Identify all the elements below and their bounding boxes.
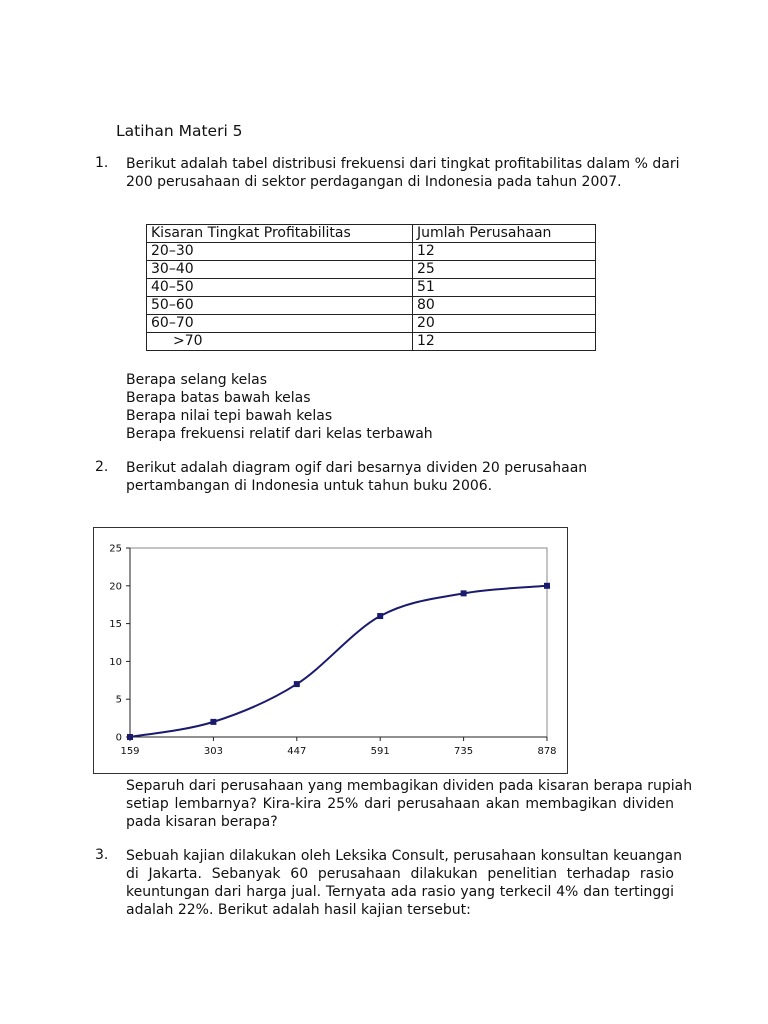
q2-followup-text (126, 777, 693, 831)
q3-text (126, 847, 682, 919)
table-row (147, 315, 596, 333)
table-cell: 80 (413, 297, 596, 315)
x-tick-label: 447 (287, 746, 307, 757)
chart-canvas (94, 528, 569, 775)
q2-line: Berikut adalah diagram ogif dari besarnya dividen 20 perusahaan (126, 460, 588, 476)
q1-number: 1. (95, 155, 109, 171)
q1-question-list (126, 371, 433, 443)
table-cell: 30–40 (147, 261, 413, 279)
x-tick-label: 159 (120, 746, 140, 757)
y-tick-label: 20 (109, 581, 122, 593)
y-tick-label: 25 (109, 543, 122, 555)
series-line (130, 586, 547, 737)
q2-followup-line: pada kisaran berapa? (126, 814, 278, 830)
q3-line: adalah 22%. Berikut adalah hasil kajian tersebut: (126, 902, 471, 918)
table-cell: 50–60 (147, 297, 413, 315)
x-tick-label: 303 (203, 746, 223, 757)
q3-line: di Jakarta. Sebanyak 60 perusahaan dilakukan penelitian terhadap rasio (126, 866, 674, 882)
data-point (461, 590, 467, 596)
table-cell: 20–30 (147, 243, 413, 261)
q2-text (126, 459, 674, 495)
table-cell: 51 (413, 279, 596, 297)
table-row (147, 333, 596, 351)
table-cell: 12 (413, 243, 596, 261)
table-cell: 20 (413, 315, 596, 333)
data-point (544, 583, 550, 589)
q2-followup-line: Separuh dari perusahaan yang membagikan dividen pada kisaran berapa rupiah (126, 778, 693, 794)
frequency-table (146, 224, 596, 351)
x-tick-label: 735 (454, 746, 474, 757)
table-row (147, 261, 596, 279)
x-tick-label: 878 (537, 746, 557, 757)
y-tick-label: 0 (115, 732, 122, 744)
y-tick-label: 15 (109, 619, 122, 631)
q3-line: Sebuah kajian dilakukan oleh Leksika Consult, perusahaan konsultan keuangan (126, 848, 682, 864)
page-title: Latihan Materi 5 (116, 122, 243, 140)
ogive-chart (93, 527, 568, 774)
y-tick-label: 10 (109, 656, 122, 668)
y-tick-label: 5 (115, 694, 122, 706)
q2-line: pertambangan di Indonesia untuk tahun buku 2006. (126, 478, 493, 494)
table-row (147, 279, 596, 297)
table-cell: >70 (147, 333, 413, 351)
data-point (377, 613, 383, 619)
table-row (147, 243, 596, 261)
q1-question: Berapa frekuensi relatif dari kelas terbawah (126, 426, 433, 442)
q1-line: 200 perusahaan di sektor perdagangan di Indonesia pada tahun 2007. (126, 174, 622, 190)
q1-question: Berapa nilai tepi bawah kelas (126, 408, 333, 424)
table-row (147, 297, 596, 315)
q1-text (126, 155, 680, 191)
table-cell: 25 (413, 261, 596, 279)
table-cell: 60–70 (147, 315, 413, 333)
q1-line: Berikut adalah tabel distribusi frekuensi dari tingkat profitabilitas dalam % dari (126, 156, 680, 172)
data-point (210, 719, 216, 725)
table-header: Jumlah Perusahaan (413, 225, 596, 243)
table-header: Kisaran Tingkat Profitabilitas (147, 225, 413, 243)
q2-followup-line: setiap lembarnya? Kira-kira 25% dari perusahaan akan membagikan dividen (126, 796, 674, 812)
plot-area (130, 548, 547, 737)
q1-question: Berapa selang kelas (126, 372, 268, 388)
table-cell: 40–50 (147, 279, 413, 297)
table-header-row (147, 225, 596, 243)
data-point (127, 734, 133, 740)
data-point (294, 681, 300, 687)
q3-number: 3. (95, 847, 109, 863)
q2-number: 2. (95, 459, 109, 475)
q1-question: Berapa batas bawah kelas (126, 390, 311, 406)
x-tick-label: 591 (370, 746, 390, 757)
q3-line: keuntungan dari harga jual. Ternyata ada rasio yang terkecil 4% dan tertinggi (126, 884, 674, 900)
table-cell: 12 (413, 333, 596, 351)
